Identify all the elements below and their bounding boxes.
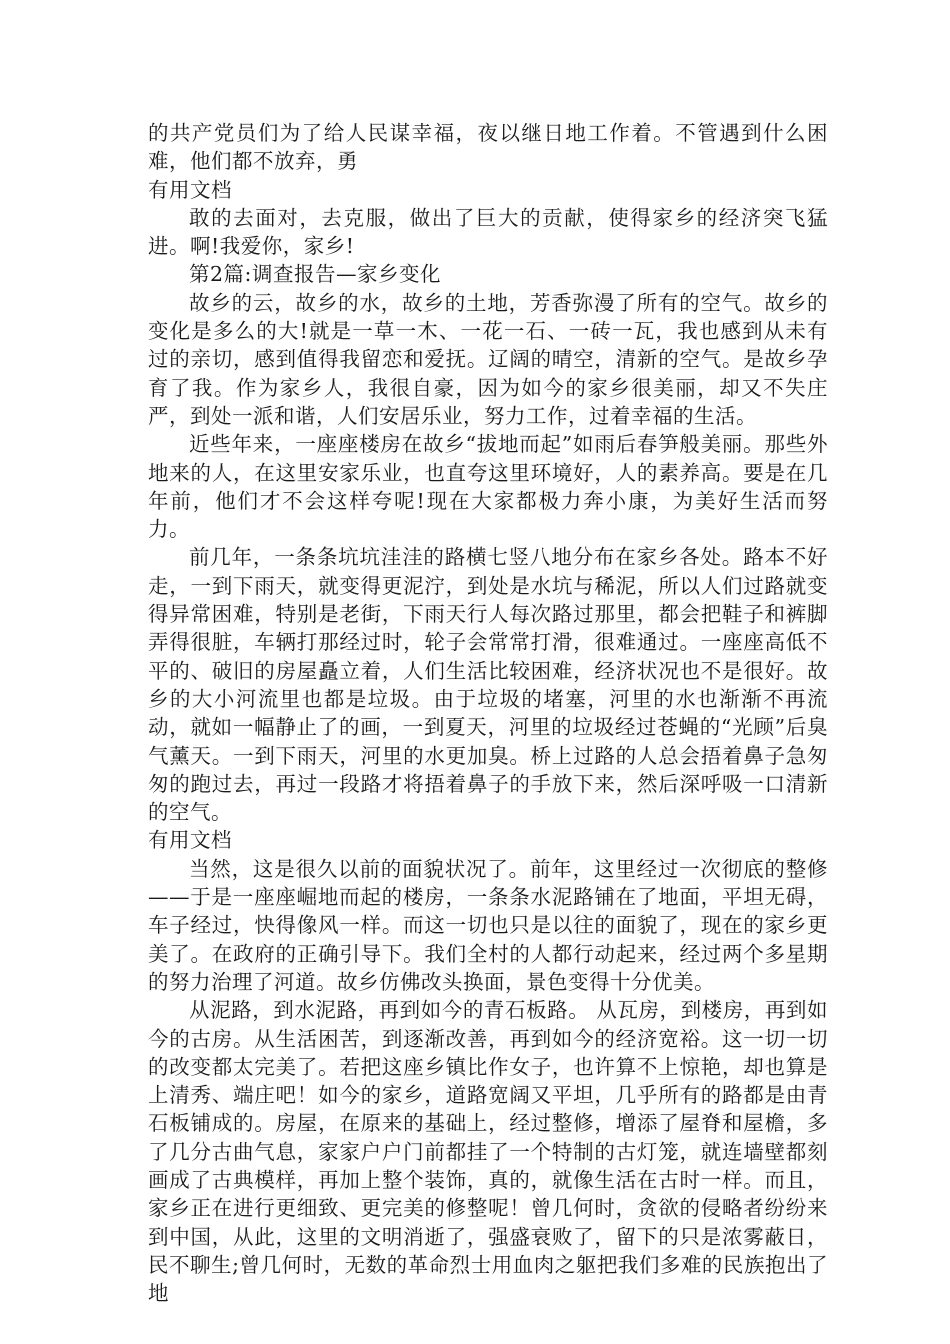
watermark-label: 有用文档: [148, 177, 232, 202]
paragraph: 近些年来，一座座楼房在故乡“拔地而起”如雨后春笋般美丽。那些外地来的人，在这里安家乐业，也直夸这里环境好，人的素养高。要是在几年前，他们才不会这样夸呢!现在大家都极力奔小康，为美好生活而努力。: [148, 432, 828, 542]
document-body: [148, 119, 828, 1307]
paragraph: 敢的去面对，去克服，做出了巨大的贡献，使得家乡的经济突飞猛进。啊!我爱你，家乡!: [148, 205, 828, 259]
paragraph: 前几年，一条条坑坑洼洼的路横七竖八地分布在家乡各处。路本不好走，一到下雨天，就变得更泥泞，到处是水坑与稀泥，所以人们过路就变得异常困难，特别是老街，下雨天行人每次路过那里，都会把鞋子和裤脚弄得很脏，车辆打那经过时，轮子会常常打滑，很难通过。一座座高低不平的、破旧的房屋矗立着，人们生活比较困难，经济状况也不是很好。故乡的大小河流里也都是垃圾。由于垃圾的堵塞，河里的水也渐渐不再流动，就如一幅静止了的画，一到夏天，河里的垃圾经过苍蝇的“光顾”后臭气薰天。一到下雨天，河里的水更加臭。桥上过路的人总会捂着鼻子急匆匆的跑过去，再过一段路才将捂着鼻子的手放下来，然后深呼吸一口清新的空气。: [148, 545, 828, 825]
section-heading: 第2篇:调查报告—家乡变化: [189, 262, 441, 287]
paragraph: 当然，这是很久以前的面貌状况了。前年，这里经过一次彻底的整修——于是一座座崛地而起的楼房，一条条水泥路铺在了地面，平坦无碍，车子经过，快得像风一样。而这一切也只是以往的面貌了，现在的家乡更美了。在政府的正确引导下。我们全村的人都行动起来，经过两个多星期的努力治理了河道。故乡仿佛改头换面，景色变得十分优美。: [148, 856, 828, 994]
paragraph-continuation: 的共产党员们为了给人民谋幸福，夜以继日地工作着。不管遇到什么困难，他们都不放弃，勇: [148, 121, 828, 174]
paragraph: 从泥路，到水泥路，再到如今的青石板路。 从瓦房，到楼房，再到如今的古房。从生活困苦，到逐渐改善，再到如今的经济宽裕。这一切一切的改变都太完美了。若把这座乡镇比作女子，也许算不上惊艳，却也算是上清秀、端庄吧！如今的家乡，道路宽阔又平坦，几乎所有的路都是由青石板铺成的。房屋，在原来的基础上，经过整修，增添了屋脊和屋檐，多了几分古曲气息，家家户户门前都挂了一个特制的古灯笼，就连墙壁都刻画成了古典模样，再加上整个装饰，真的，就像生活在古时一样。而且，家乡正在进行更细致、更完美的修整呢！曾几何时，贪欲的侵略者纷纷来到中国，从此，这里的文明消逝了，强盛衰败了，留下的只是浓雾蔽日，民不聊生;曾几何时，无数的革命烈士用血肉之躯把我们多难的民族抱出了地: [148, 998, 828, 1306]
paragraph: 故乡的云，故乡的水，故乡的土地，芳香弥漫了所有的空气。故乡的变化是多么的大!就是一草一木、一花一石、一砖一瓦，我也感到从未有过的亲切，感到值得我留恋和爱抚。辽阔的晴空，清新的空气。是故乡孕育了我。作为家乡人，我很自豪，因为如今的家乡很美丽，却又不失庄严，到处一派和谐，人们安居乐业，努力工作，过着幸福的生活。: [148, 290, 828, 428]
watermark-label: 有用文档: [148, 828, 232, 853]
